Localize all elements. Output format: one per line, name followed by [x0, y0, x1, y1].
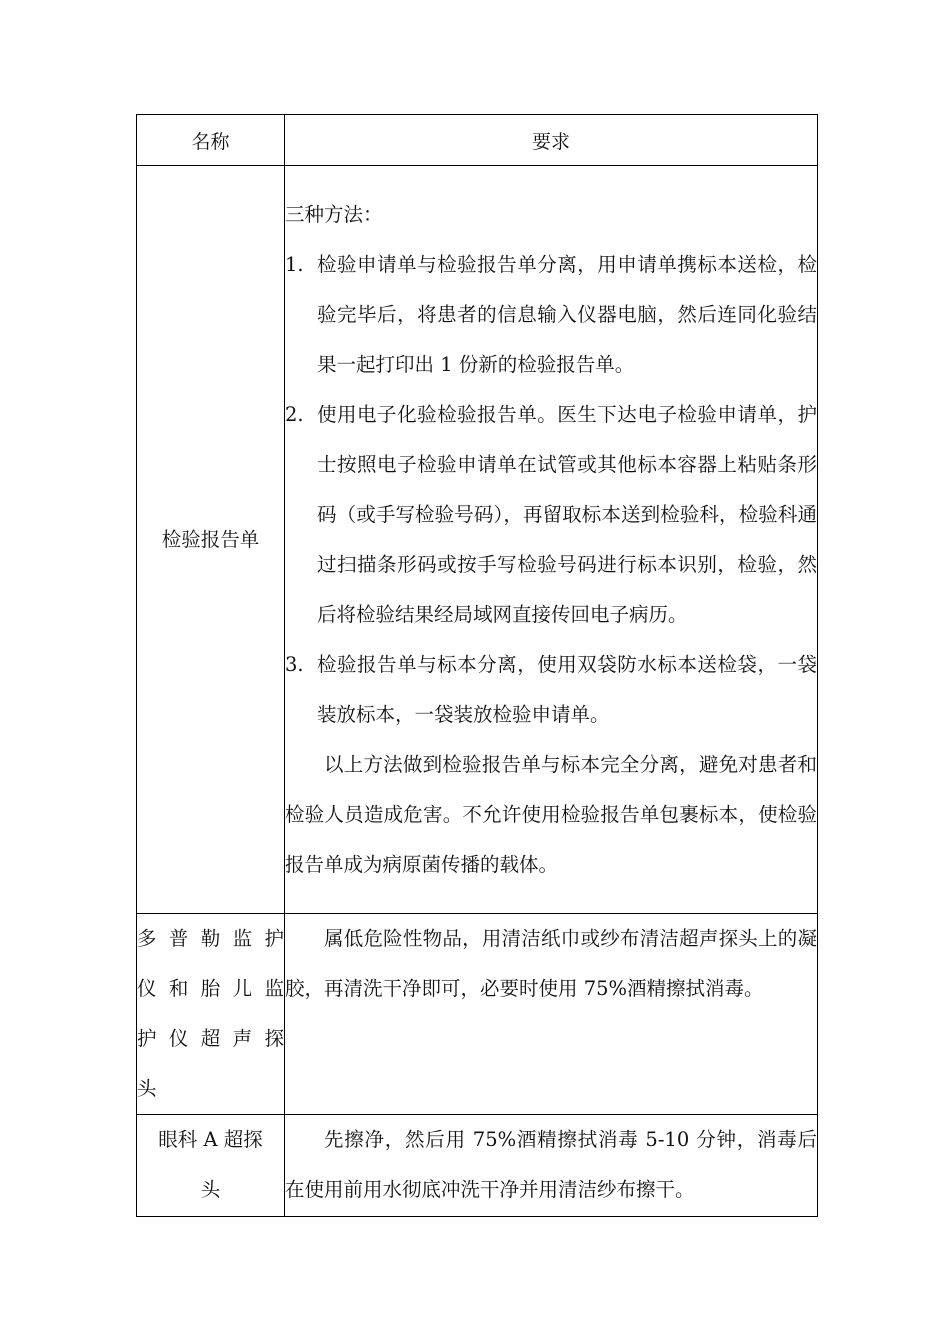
list-item — [285, 390, 817, 640]
row-requirement — [285, 1115, 818, 1217]
row-name-line: 头 — [137, 1077, 157, 1100]
row-requirement — [285, 914, 818, 1115]
intro-text: 三种方法： — [285, 202, 383, 226]
row-name-line: 眼科 A 超探 — [158, 1128, 263, 1151]
list-item — [285, 640, 817, 740]
list-text: 检验申请单与检验报告单分离，用申请单携标本送检，检验完毕后，将患者的信息输入仪器电脑，然后连同化验结果一起打印出 1 份新的检验报告单。 — [317, 252, 817, 376]
row-name-line: 护 仪 超 声 探 — [137, 1027, 284, 1050]
list-number: 3. — [285, 652, 304, 676]
requirement-text: 先擦净，然后用 75%酒精擦拭消毒 5-10 分钟，消毒后在使用前用水彻底冲洗干净并用清洁纱布擦干。 — [285, 1128, 817, 1201]
requirement-text: 属低危险性物品，用清洁纸巾或纱布清洁超声探头上的凝胶，再清洗干净即可，必要时使用 75%酒精擦拭消毒。 — [285, 927, 817, 1000]
row-name-line: 仪和胎儿监 — [137, 977, 284, 1000]
row-name-line: 多普勒监护 — [137, 927, 284, 950]
header-name: 名称 — [137, 115, 285, 166]
table-row — [137, 914, 818, 1115]
list-number: 2. — [285, 402, 304, 426]
row-requirement — [285, 166, 818, 914]
list-item — [285, 240, 817, 390]
row-name: 检验报告单 — [137, 166, 285, 914]
list-number: 1. — [285, 252, 304, 276]
list-text: 检验报告单与标本分离，使用双袋防水标本送检袋，一袋装放标本，一袋装放检验申请单。 — [317, 652, 817, 726]
header-requirement: 要求 — [285, 115, 818, 166]
row-name — [137, 914, 285, 1115]
table-row — [137, 166, 818, 914]
row-name-line: 头 — [200, 1178, 221, 1201]
closing-paragraph: 以上方法做到检验报告单与标本完全分离，避免对患者和检验人员造成危害。不允许使用检验报告单包裹标本，使检验报告单成为病原菌传播的载体。 — [285, 752, 817, 876]
table-row — [137, 1115, 818, 1217]
table-header-row — [137, 115, 818, 166]
requirements-table — [136, 114, 818, 1217]
row-name — [137, 1115, 285, 1217]
list-text: 使用电子化验检验报告单。医生下达电子检验申请单，护士按照电子检验申请单在试管或其他标本容器上粘贴条形码（或手写检验号码），再留取标本送到检验科，检验科通过扫描条形码或按手写检验号码进行标本识别，检验，然后将检验结果经局域网直接传回电子病历。 — [317, 402, 817, 626]
